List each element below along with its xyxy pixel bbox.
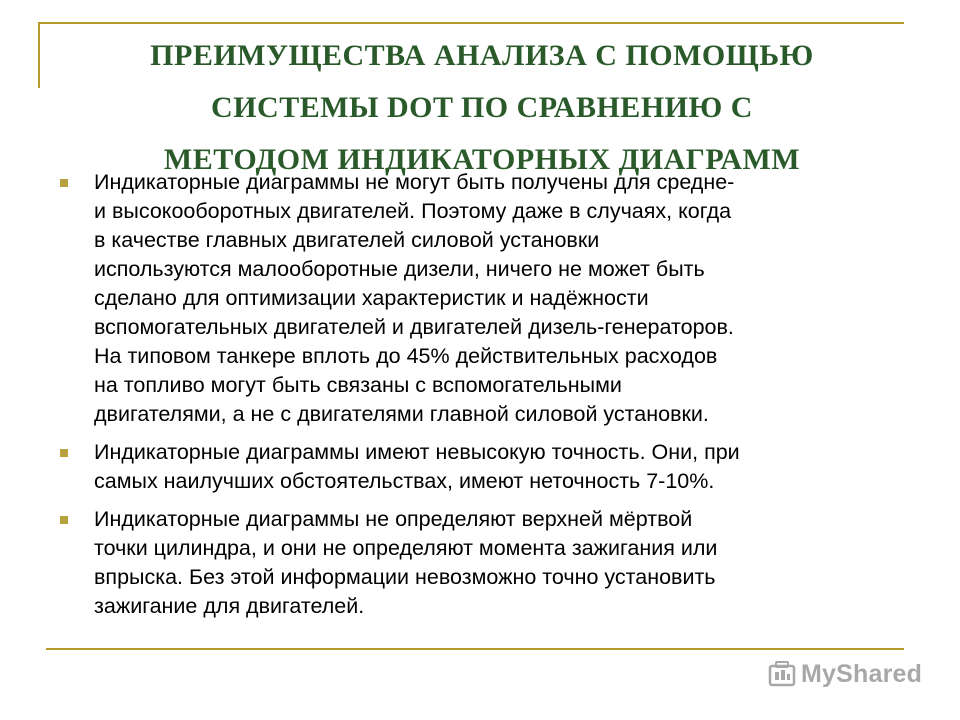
title-line: МЕТОДОМ ИНДИКАТОРНЫХ ДИАГРАММ bbox=[163, 143, 801, 176]
bullet-line: Индикаторные диаграммы имеют невысокую точность. Они, при bbox=[94, 440, 740, 464]
bullet-line: и высокооборотных двигателей. Поэтому даже в случаях, когда bbox=[94, 199, 732, 223]
bullet-line: самых наилучших обстоятельствах, имеют неточность 7-10%. bbox=[94, 469, 715, 493]
title-line: СИСТЕМЫ DOT ПО СРАВНЕНИЮ С bbox=[211, 91, 753, 124]
bullet-line: впрыска. Без этой информации невозможно точно установить bbox=[94, 565, 716, 589]
bullet-marker-icon bbox=[60, 449, 68, 457]
title-line: ПРЕИМУЩЕСТВА АНАЛИЗА С ПОМОЩЬЮ bbox=[150, 39, 814, 72]
bullet-item bbox=[58, 168, 908, 429]
bullet-line: сделано для оптимизации характеристик и надёжности bbox=[94, 286, 649, 310]
watermark-text: MyShared bbox=[801, 659, 923, 688]
bullet-line: двигателями, а не с двигателями главной силовой установки. bbox=[94, 402, 709, 426]
bullet-line: Индикаторные диаграммы не определяют верхней мёртвой bbox=[94, 507, 693, 531]
bullet-line: На типовом танкере вплоть до 45% действительных расходов bbox=[94, 344, 718, 368]
bullet-line: в качестве главных двигателей силовой установки bbox=[94, 228, 600, 252]
watermark[interactable] bbox=[767, 656, 922, 692]
frame-top-rule bbox=[38, 22, 904, 24]
bullet-line: Индикаторные диаграммы не могут быть получены для средне- bbox=[94, 170, 735, 194]
bullet-line: вспомогательных двигателей и двигателей дизель-генераторов. bbox=[94, 315, 734, 339]
bullet-marker-icon bbox=[60, 179, 68, 187]
frame-bottom-rule bbox=[46, 648, 904, 650]
bullet-line: точки цилиндра, и они не определяют момента зажигания или bbox=[94, 536, 718, 560]
bullet-marker-icon bbox=[60, 516, 68, 524]
bullet-list bbox=[58, 168, 908, 630]
bullet-line: на топливо могут быть связаны с вспомогательными bbox=[94, 373, 622, 397]
bullet-item bbox=[58, 438, 908, 496]
bullet-item bbox=[58, 505, 908, 621]
bullet-line: зажигание для двигателей. bbox=[94, 594, 365, 618]
slide-title bbox=[52, 30, 912, 186]
frame-left-rule bbox=[38, 22, 40, 88]
myshared-logo-icon bbox=[767, 659, 797, 689]
bullet-line: используются малооборотные дизели, ничего не может быть bbox=[94, 257, 705, 281]
